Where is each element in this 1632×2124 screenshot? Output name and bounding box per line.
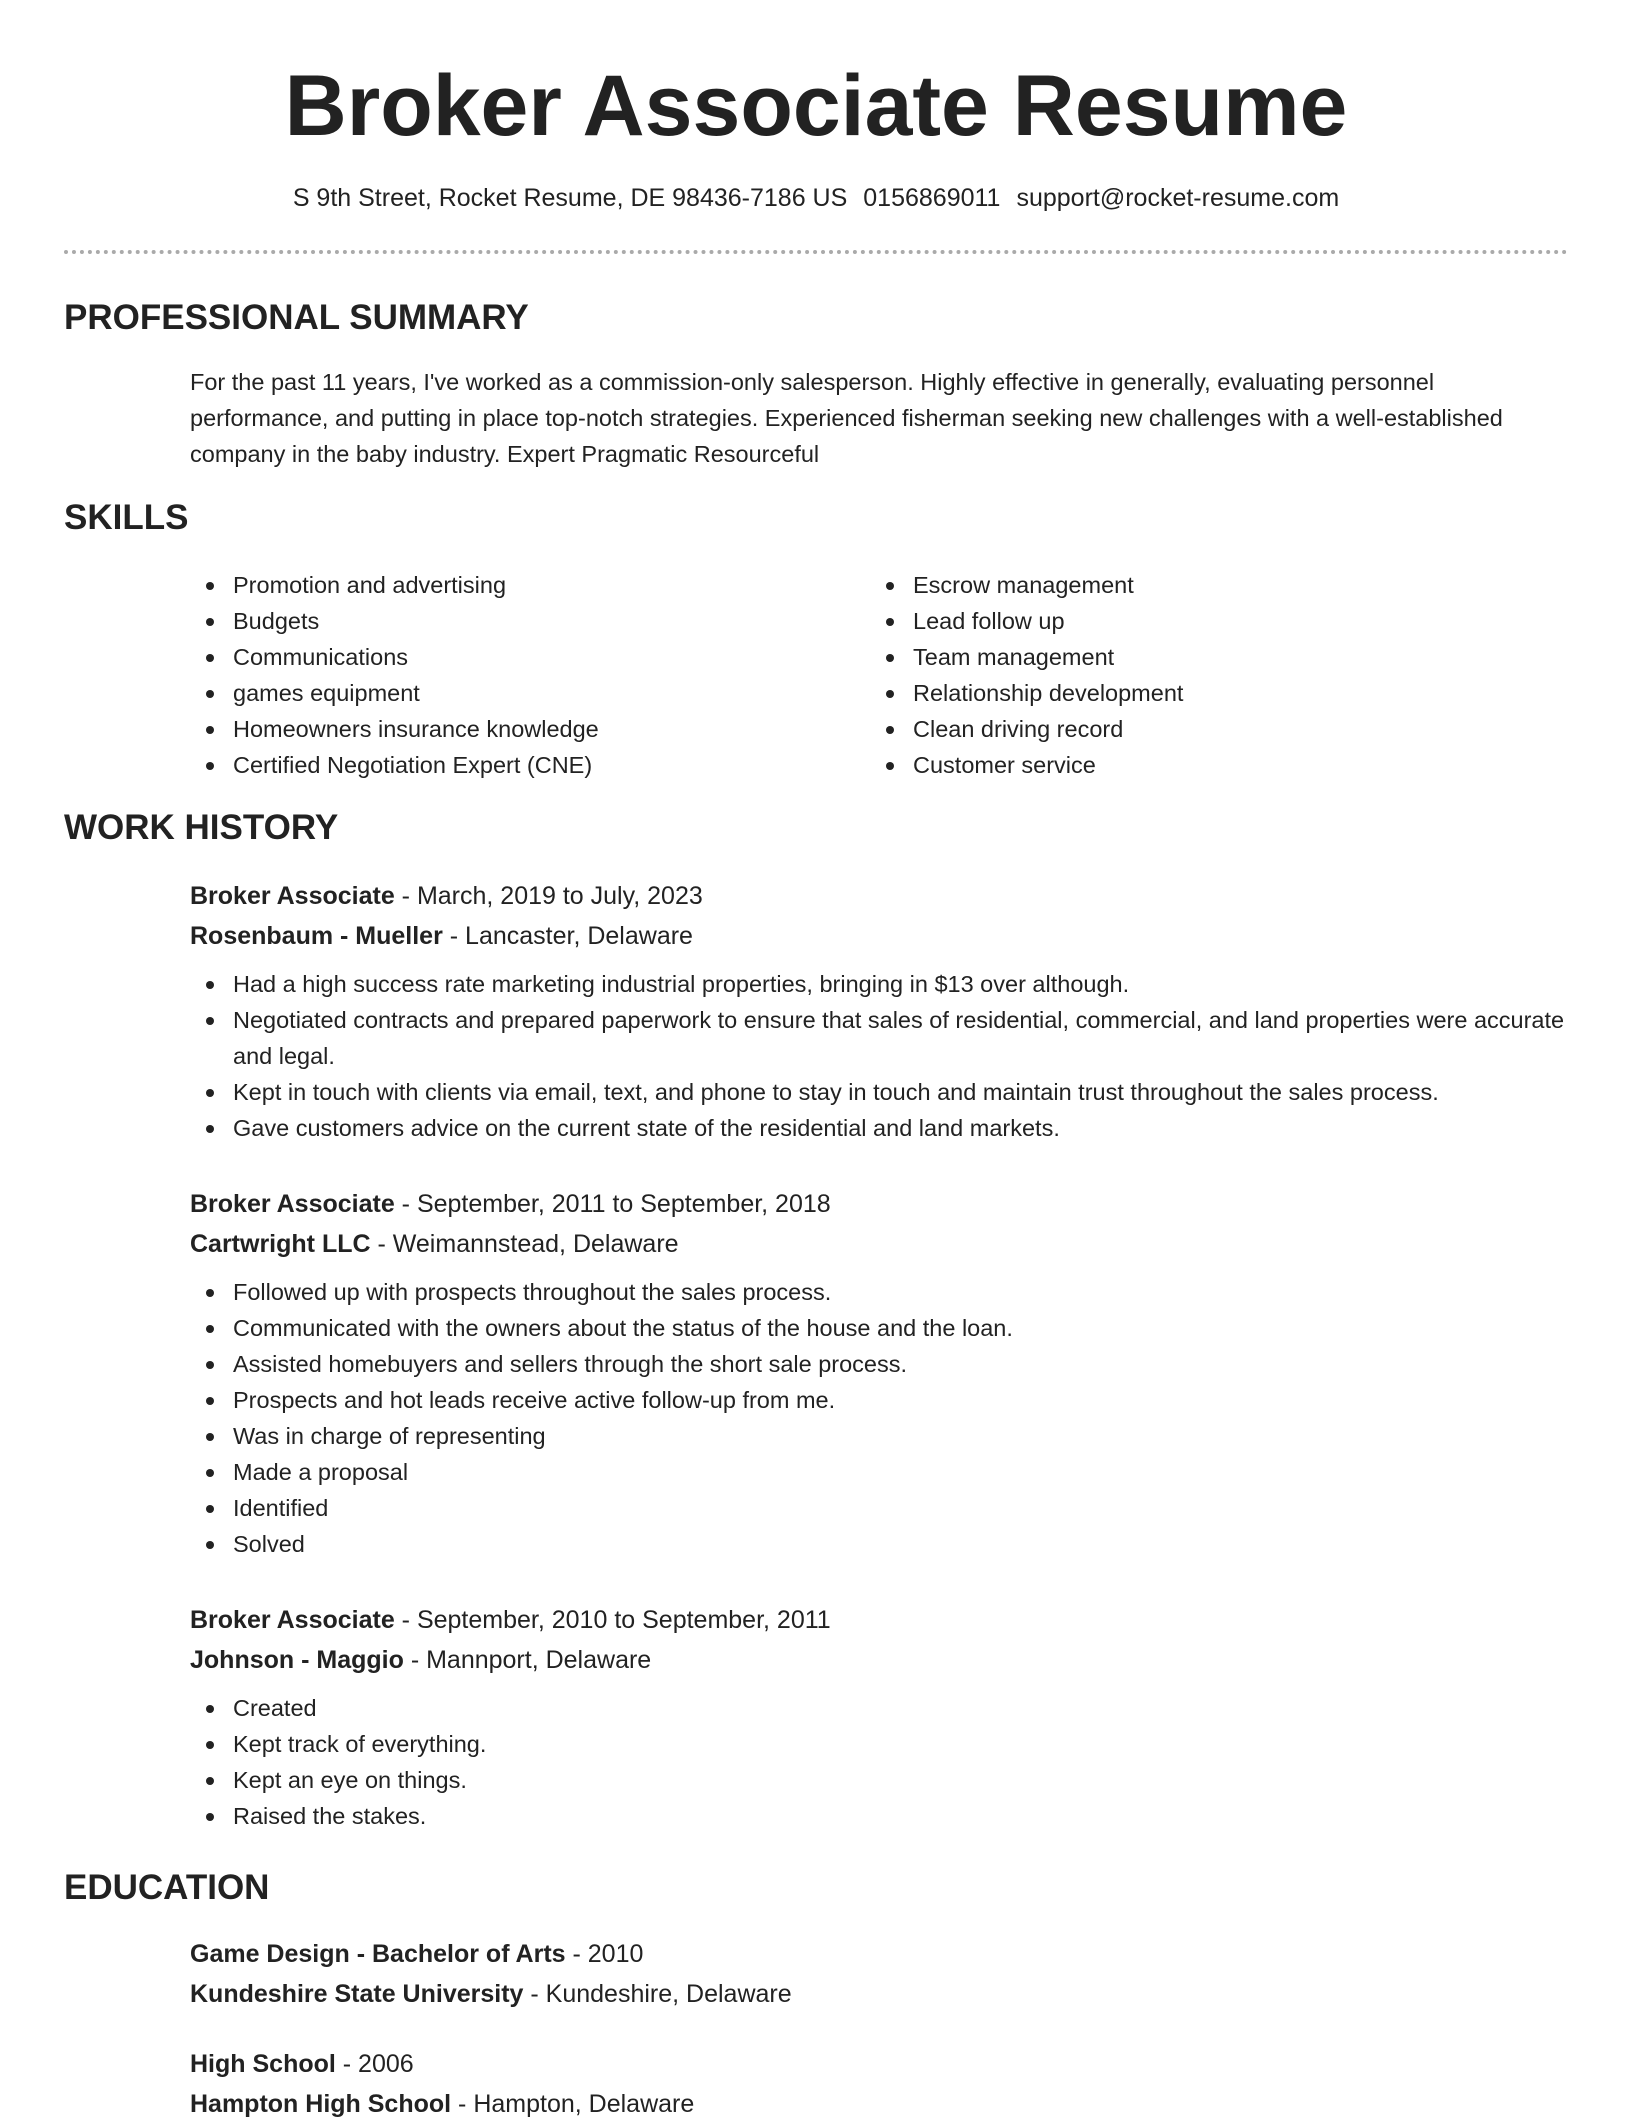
job-bullet: Raised the stakes. [190, 1798, 1570, 1834]
job-bullet: Kept track of everything. [190, 1726, 1570, 1762]
skill-item: Relationship development [870, 675, 1530, 711]
job-dates: - September, 2011 to September, 2018 [394, 1190, 831, 1218]
job-bullet: Solved [190, 1526, 1570, 1562]
skills-list-right [870, 567, 1530, 783]
education-school: Kundeshire State University [190, 1980, 524, 2008]
skill-item: games equipment [190, 675, 850, 711]
skills-list-left [190, 567, 850, 783]
job-title: Broker Associate [190, 1606, 395, 1634]
skill-item: Homeowners insurance knowledge [190, 711, 850, 747]
job-bullets [190, 1690, 1570, 1834]
job-bullet: Followed up with prospects throughout the sales process. [190, 1274, 1570, 1310]
education-school-line [190, 2084, 1570, 2124]
education-heading: EDUCATION [64, 1868, 270, 1907]
skill-item: Communications [190, 639, 850, 675]
job-bullet: Created [190, 1690, 1570, 1726]
education-location: - Kundeshire, Delaware [523, 1980, 792, 2008]
work-heading: WORK HISTORY [64, 808, 339, 847]
job-bullet: Identified [190, 1490, 1570, 1526]
job-entry [190, 1184, 1570, 1562]
education-degree: High School [190, 2050, 336, 2078]
job-company: Johnson - Maggio [190, 1646, 404, 1674]
job-company: Cartwright LLC [190, 1230, 371, 1258]
job-bullet: Was in charge of representing [190, 1418, 1570, 1454]
skill-item: Clean driving record [870, 711, 1530, 747]
job-company-line [190, 1224, 1570, 1264]
skill-item: Budgets [190, 603, 850, 639]
job-bullet: Gave customers advice on the current state of the residential and land markets. [190, 1110, 1570, 1146]
job-title: Broker Associate [190, 882, 395, 910]
job-company: Rosenbaum - Mueller [190, 922, 443, 950]
header-divider [64, 250, 1568, 254]
education-entry [190, 2044, 1570, 2124]
job-location: - Weimannstead, Delaware [370, 1230, 679, 1258]
job-bullet: Communicated with the owners about the status of the house and the loan. [190, 1310, 1570, 1346]
job-company-line [190, 1640, 1570, 1680]
education-school: Hampton High School [190, 2090, 452, 2118]
education-degree-line [190, 1934, 1570, 1974]
education-school-line [190, 1974, 1570, 2014]
job-dates: - March, 2019 to July, 2023 [394, 882, 703, 910]
education-degree: Game Design - Bachelor of Arts [190, 1940, 566, 1968]
summary-text: For the past 11 years, I've worked as a commission-only salesperson. Highly effective in generally, evaluating personnel performance, and putting in place top-notch strategies. Experienced fisherman seeking new challenges with a well-established company in the baby industry. Expert Pragmatic Resourceful [190, 369, 1503, 467]
contact-address: S 9th Street, Rocket Resume, DE 98436-7186 US [292, 184, 848, 212]
job-title-line [190, 1600, 1570, 1640]
skill-item: Customer service [870, 747, 1530, 783]
job-bullet: Prospects and hot leads receive active follow-up from me. [190, 1382, 1570, 1418]
job-bullet: Negotiated contracts and prepared paperwork to ensure that sales of residential, commercial, and land properties were accurate and legal. [190, 1002, 1570, 1074]
job-bullets [190, 966, 1570, 1146]
job-bullet: Kept in touch with clients via email, text, and phone to stay in touch and maintain trust throughout the sales process. [190, 1074, 1570, 1110]
job-location: - Mannport, Delaware [403, 1646, 652, 1674]
summary-heading: PROFESSIONAL SUMMARY [64, 298, 529, 337]
skill-item: Escrow management [870, 567, 1530, 603]
skill-item: Team management [870, 639, 1530, 675]
skill-item: Promotion and advertising [190, 567, 850, 603]
skill-item: Lead follow up [870, 603, 1530, 639]
contact-email: support@rocket-resume.com [1016, 184, 1340, 212]
contact-phone: 0156869011 [863, 184, 1001, 212]
job-title: Broker Associate [190, 1190, 395, 1218]
skill-item: Certified Negotiation Expert (CNE) [190, 747, 850, 783]
education-entry [190, 1934, 1570, 2014]
job-bullets [190, 1274, 1570, 1562]
job-bullet: Assisted homebuyers and sellers through the short sale process. [190, 1346, 1570, 1382]
job-title-line [190, 1184, 1570, 1224]
job-company-line [190, 916, 1570, 956]
contact-line [0, 180, 1632, 216]
job-entry [190, 876, 1570, 1146]
job-dates: - September, 2010 to September, 2011 [394, 1606, 831, 1634]
job-location: - Lancaster, Delaware [442, 922, 693, 950]
resume-title: Broker Associate Resume [284, 58, 1348, 154]
job-bullet: Made a proposal [190, 1454, 1570, 1490]
job-bullet: Had a high success rate marketing industrial properties, bringing in $13 over although. [190, 966, 1570, 1002]
job-title-line [190, 876, 1570, 916]
job-bullet: Kept an eye on things. [190, 1762, 1570, 1798]
education-year: - 2006 [335, 2050, 414, 2078]
education-location: - Hampton, Delaware [451, 2090, 695, 2118]
education-year: - 2010 [565, 1940, 644, 1968]
skills-heading: SKILLS [64, 498, 189, 537]
education-degree-line [190, 2044, 1570, 2084]
job-entry [190, 1600, 1570, 1834]
